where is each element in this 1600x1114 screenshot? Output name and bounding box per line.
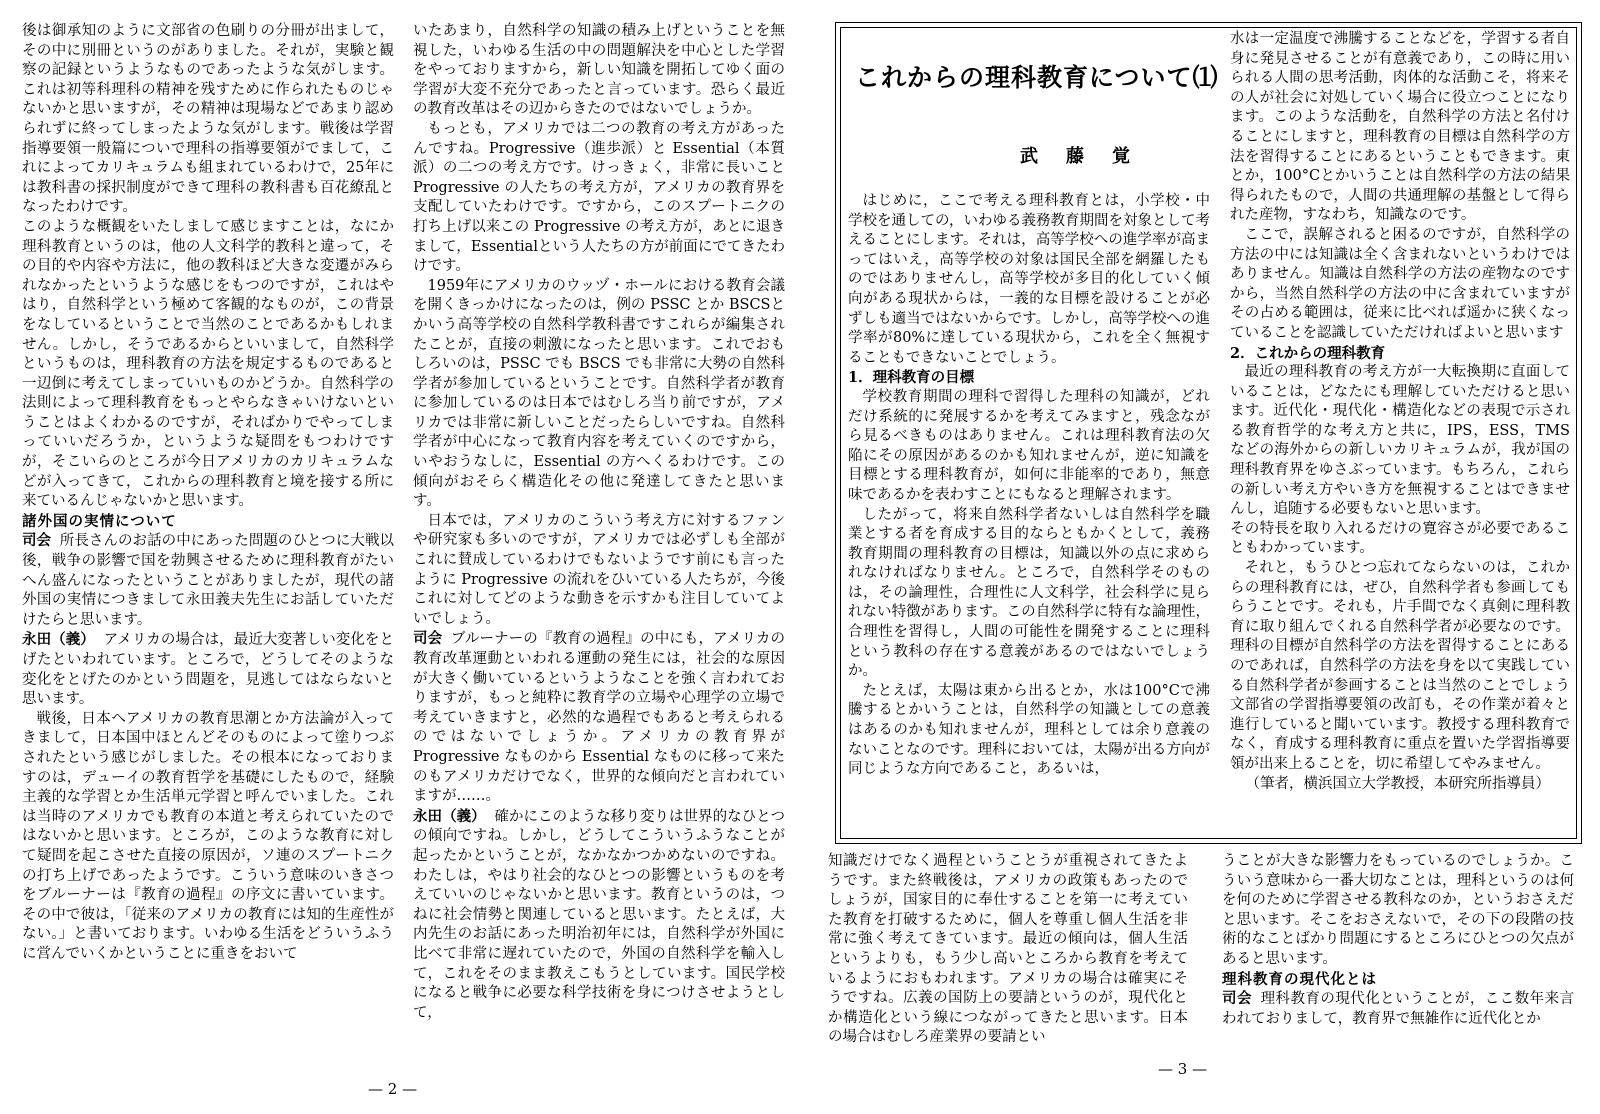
author-byline: （筆者，横浜国立大学教授，本研究所指導員） [1245, 775, 1550, 792]
speech-text: アメリカの場合は，最近大変著しい変化をとげたといわれています。ところで，どうしてそのような変化をとげたのかという問題を，見逃してはならないと思います。 [22, 632, 395, 708]
paragraph: 水は一定温度で沸騰することなどを，学習する者自身に発見させることが有意義であり，この時に用いられる人間の思考活動，肉体的な活動こそ，将来その人が社会に対処していく場合に役立つことになります。このような活動を，自然科学の方法と名付けることにしますと，理科教育の目標は自然科学の方法を習得することにあるということもできます。東とか，100°Cとかいうことは自然科学の方法の結果得られたもので，人間の共通理解の基盤として得られた産物，すなわち，知識なのです。 [1230, 31, 1570, 224]
paragraph: このような概観をいたしまして感じますことは，なにか理科教育というのは，他の人文科学的教科と違って，その目的や内容や方法に，他の教科ほど大きな変遷がみられなかったというような感じをもつのですが，これはやはり，自然科学という極めて客観的なものが，この背景をなしているということで当然のことであるかもしれません。しかし，そうであるからといいまして，自然科学というものは，理科教育の方法を規定するものであると一辺倒に考えてしまっていいものかどうか。自然科学の法則によって理科教育をもっとやらなきゃいけないということはよくわかるのですが，そればかりでやってしまっていいだろうか，というような疑問をもつわけですが，そこいらのところが今日アメリカのカリキュラムなどが入ってきて，これからの理科教育と境を接する所に来ているんじゃないかと思います。 [22, 218, 394, 510]
paragraph: たとえば，太陽は東から出るとか，水は100°Cで沸騰するとかいうことは，自然科学の知識としての意義はあるのかも知れませんが，理科としては余り意義のないことなのです。理科においては，太陽が出る方向が同じような方向であること，あるいは， [848, 682, 1210, 778]
subsection-heading: 1．理科教育の目標 [848, 369, 975, 387]
paragraph: もっとも，アメリカでは二つの教育の考え方があったんですね。Progressive（進歩派）と Essential（本質派）の二つの考え方です。けっきょく，非常に長いこと Progressive の人たちの考え方が，アメリカの教育界を支配していたわけです。ですから，このスプートニクの打ち上げ以来この Progressive の考え方が，あとに退きまして，Essentialという人たちの方が前面にでてきたわけです。 [413, 120, 785, 275]
dialogue-turn [1222, 989, 1574, 1029]
speaker-name: 司会 [22, 532, 52, 550]
page-number: — 2 — [368, 1080, 418, 1098]
article-column-right [1230, 30, 1570, 794]
paragraph: その特長を取り入れるだけの寛容さが必要であることもわかっています。 [1230, 520, 1570, 557]
article-title: これからの理科教育について⑴ [855, 63, 1219, 92]
paragraph: 学校教育期間の理科で習得した理科の知識が，どれだけ系統的に発展するかを考えてみますと，残念ながら見るべきものはありません。これは理科教育法の欠陥にその原因があるのかも知れませんが，逆に知識を目標とする理科教育が，如何に非能率的であり，無意味であるかを表わすことにもなると理解されます。 [848, 388, 1210, 503]
paragraph: うことが大きな影響力をもっているのでしょうか。こういう意味から一番大切なことは，理科というのは何を何のために学習させる教科なのか，というおさえだと思います。そこをおさえないで，その下の段階の技術的なことばかり問題にするところにひとつの欠点があると思います。 [1222, 853, 1574, 967]
speech-text: 確かにこのような移り変りは世界的なひとつの傾向ですね。しかし，どうしてこういうふうなことが起ったかということが，なかなかつかめないのですね。わたしは，やはり社会的なひとつの影響というものを考えていいのじゃないかと思います。教育というのは，つねに社会情勢と関連していると思います。たとえば，大内先生のお話にあった明治初年には，自然科学が外国に比べて非常に遅れていたので，外国の自然科学を輸入して，これをそのまま教えこもうとしています。国民学校になると戦争に必要な科学技術を身につけさせようとして， [413, 808, 785, 1021]
paragraph: いたあまり，自然科学の知識の積み上げということを無視した，いわゆる生活の中の問題解決を中心とした学習をやっておりますから，新しい知識を開拓してゆく面の学習が大変不充分であったと言っています。恐らく最近の教育改革はその辺からきたのではないでしょうか。 [413, 23, 785, 118]
paragraph: 最近の理科教育の考え方が一大転換期に直面していることは，どなたにも理解していただけると思います。近代化・現代化・構造化などの表現で示される教育哲学的な考え方と共に，IPS，ESS，TMS などの海外からの新しいカリキュラムが，我が国の理科教育界をゆさぶっています。もちろん，これらの新しい考え方やいき方を無視することはできませんし，追随する必要もないと思います。 [1230, 364, 1570, 518]
dialogue-turn [22, 630, 394, 709]
speech-text: ブルーナーの『教育の過程』の中にも，アメリカの教育改革運動といわれる運動の発生には，社会的な原因が大きく働いているというようなことを強く言われておりますが，もっと純粋に教育学の立場や心理学の立場で考えていきますと，必然的な過程でもあると考えられるのではないでしょうか。アメリカの教育界が Progressive なものから Essential なものに移って来たのもアメリカだけでなく，世界的な傾向だと言われていますが……。 [413, 631, 785, 805]
speaker-name: 永田（義） [413, 807, 486, 825]
paragraph: 戦後，日本へアメリカの教育思潮とか方法論が入ってきまして，日本国中ほとんどそのものによって塗りつぶされたという感じがしました。その根本になっておりますのは，デューイの教育哲学を基礎にしたもので，経験主義的な学習とか生活単元学習と呼んでいました。これは当時のアメリカでも教育の本道と考えられていたのではないかと思います。ところが，このような教育に対して疑問を起こさせた直接の原因が，ソ連のスプートニクの打ち上げであったようです。こういう意味のいきさつをブルーナーは『教育の過程』の序文に書いています。その中で彼は，「従来のアメリカの教育には知的生産性がない。」と書いております。いわゆる生活をどういうふうに営んでいくかということに重きをおいて [22, 710, 394, 962]
speaker-name: 永田（義） [22, 631, 95, 649]
article-column-left [848, 192, 1210, 780]
paragraph: はじめに，ここで考える理科教育とは，小学校・中学校を通しての，いわゆる義務教育期間を対象として考えることにします。それは，高等学校への進学率が高まってはいえ，高等学校の対象は国民全部を網羅したものではありませんし，高等学校が多目的化していく傾向がある現状からは，一義的な目標を設けることが必ずしも適当ではないからです。しかし，高等学校への進学率が80%に達している現状から，これを全く無視することもできないことでしょう。 [848, 193, 1210, 366]
speech-text: 所長さんのお話の中にあった問題のひとつに大戦以後，戦争の影響で国を勃興させるために理科教育がたいへん盛んになったということがありましたが，現代の諸外国の実情につきまして永田義夫先生にお話していただけたらと思います。 [22, 533, 394, 628]
left-page-column-1 [22, 22, 394, 965]
speech-text: 理科教育の現代化ということが，ここ数年来言われておりまして，教育界で無雑作に近代化とか [1222, 991, 1575, 1027]
subsection-heading: 2．これからの理科教育 [1230, 344, 1386, 362]
speaker-name: 司会 [1222, 990, 1252, 1008]
speaker-name: 司会 [413, 630, 443, 648]
paragraph: したがって，将来自然科学者ないしは自然科学を職業とする者を育成する目的ならともかくとして，義務教育期間の理科教育の目標は，知識以外の点に求められなければなりません。ところで，自然科学そのものは，その論理性，合理性に人文科学，社会科学に見られない特徴があります。この自然科学に特有な論理性，合理性を習得し，人間の可能性を開発することに理科という教科の存在する意義があるのではないでしょうか。 [848, 506, 1210, 680]
right-page-lower-right [1222, 852, 1574, 1029]
paragraph: 知識だけでなく過程ということうが重視されてきたようです。また終戦後は，アメリカの政策もあったのでしょうが，国家目的に奉仕することを第一に考えていた教育を打破するために，個人を尊重し個人生活を非常に強く考えてきています。最近の傾向は，個人生活というよりも，もう少し高いところから教育を考えているようにおもわれます。アメリカの場合は確実にそうですね。広義の国防上の要請というのが，現代化とか構造化という線につながってきたと思います。日本の場合はむしろ産業界の要請とい [828, 853, 1188, 1046]
paragraph: 1959年にアメリカのウッヅ・ホールにおける教育会議を開くきっかけになったのは，例の PSSC とか BSCSとかいう高等学校の自然科学教科書ですこれらが編集されたことが，直接の刺激になったと思います。これでおもしろいのは，PSSC でも BSCS でも非常に大勢の自然科学者が参加しているということです。自然科学者が教育に参加しているのは日本ではむしろ当り前ですが，アメリカでは非常に新しいことだったらしいですね。自然科学者が中心になって教育内容を考えていくのですから，いやおうなしに，Essential の方へくるわけです。この傾向がおそらく構造化その他に発達してきたと思います。 [413, 277, 785, 510]
section-heading: 理科教育の現代化とは [1222, 970, 1377, 988]
dialogue-turn [22, 531, 394, 630]
page-number: — 3 — [1158, 1060, 1208, 1078]
paragraph: それと，もうひとつ忘れてならないのは，これからの理科教育には，ぜひ，自然科学者も参画してもらうことです。それも，片手間でなく真剣に理科教育に取り組んでくれる自然科学者が必要なのです。理科の目標が自然科学の方法を習得することにあるのであれば，自然科学の方法を身を以て実践している自然科学者が参画することは当然のことでしょう文部省の学習指導要領の改訂も，その作業が着々と進行していると聞いています。教授する理科教育でなく，育成する理科教育に重点を置いた学習指導要領が出来上ることを，切に希望してやみません。 [1230, 560, 1570, 772]
dialogue-turn [413, 807, 785, 1024]
paragraph: 日本では，アメリカのこういう考え方に対するファンや研究家も多いのですが，アメリカでは必ずしも全部がこれに賛成しているわけでもないようです前にも言ったように Progressive の流れをひいている人たちが，今後これに対してどのような動きを示すかも注目していてよいでしょう。 [413, 512, 785, 627]
article-author: 武藤覚 [1020, 146, 1158, 167]
section-heading: 諸外国の実情について [22, 512, 177, 530]
right-page-lower-left [828, 852, 1188, 1048]
left-page-column-2 [413, 22, 785, 1023]
paragraph: ここで，誤解されると困るのですが，自然科学の方法の中には知識は全く含まれないというわけではありません。知識は自然科学の方法の産物なのですから，当然自然科学の方法の中に含まれていますがその占める範囲は，従来に比べれば遥かに狭くなっていることを認識していただければよいと思います [1230, 226, 1570, 341]
paragraph: 後は御承知のように文部省の色刷りの分冊が出まして，その中に別冊というのがありました。それが，実験と観察の記録というようなものであったような気がします。これは初等科理科の精神を残すために作られたものじゃないかと思いますが，その精神は現場などであまり認められずに終ってしまったような気がします。戦後は学習指導要領一般篇についで理科の指導要領がでまして，これによってカリキュラムも組まれているわけで，25年には教科書の採択制度ができて理科の教科書も百花繚乱となったわけです。 [22, 23, 394, 216]
dialogue-turn [413, 629, 785, 806]
